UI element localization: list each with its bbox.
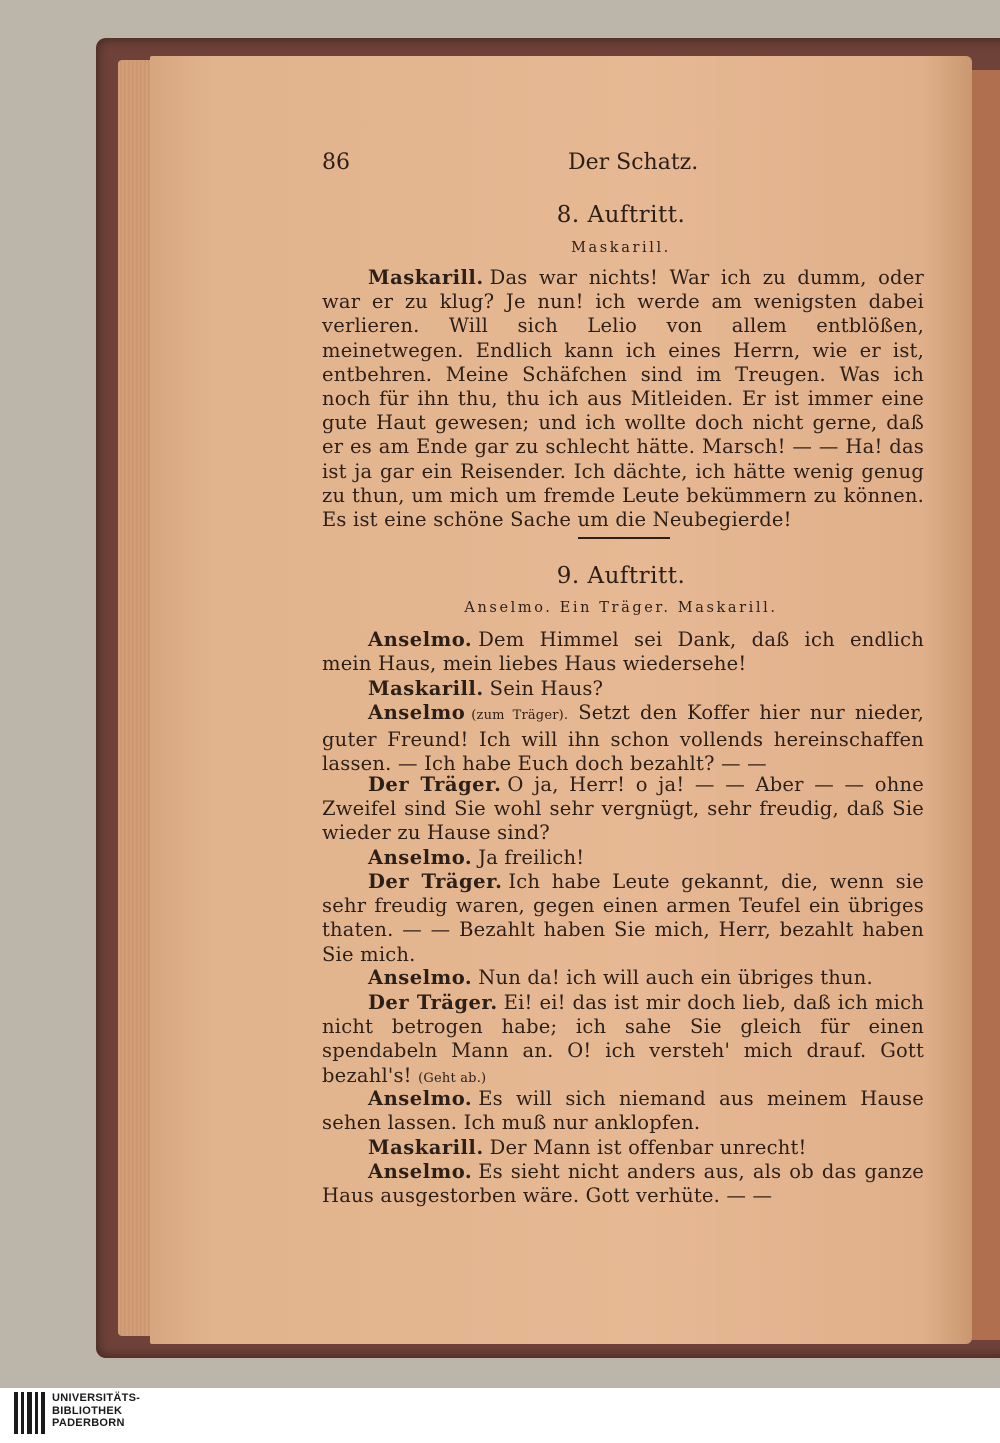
speaker-name: Anselmo. bbox=[368, 846, 473, 869]
running-title: Der Schatz. bbox=[568, 150, 699, 175]
dialogue-text: Sein Haus? bbox=[489, 677, 604, 700]
speaker-name: Maskarill. bbox=[368, 1136, 484, 1159]
dialogue-text: Setzt den Koffer hier nur nieder, guter Freund! Ich will ihn schon vollends hereinschaffen lassen. — Ich habe Euch doch bezahlt? — — bbox=[322, 701, 924, 776]
scene-heading: 9. Auftritt. bbox=[556, 563, 686, 589]
speaker-name: Der Träger. bbox=[368, 991, 498, 1014]
dialogue-line bbox=[322, 266, 924, 532]
dialogue-line bbox=[322, 846, 924, 870]
dialogue-line bbox=[322, 773, 924, 846]
dialogue-line bbox=[322, 991, 924, 1091]
running-head bbox=[322, 150, 922, 180]
dialogue-line bbox=[322, 1136, 924, 1160]
dialogue-line bbox=[322, 701, 924, 777]
speaker-name: Anselmo. bbox=[368, 1160, 473, 1183]
dialogue-line bbox=[322, 677, 924, 701]
dialogue-line bbox=[322, 628, 924, 676]
library-name-line: PADERBORN bbox=[52, 1417, 125, 1429]
dialogue-text: Der Mann ist offenbar unrecht! bbox=[489, 1136, 807, 1159]
library-name bbox=[52, 1392, 140, 1430]
speaker-name: Anselmo bbox=[368, 701, 466, 724]
library-name-line: BIBLIOTHEK bbox=[52, 1404, 123, 1417]
dialogue-text: O ja, Herr! o ja! — — Aber — — ohne Zweifel sind Sie wohl sehr vergnügt, sehr freudig, daß Sie wieder zu Hause sind? bbox=[322, 773, 924, 845]
dialogue-text: Es sieht nicht anders aus, als ob das ganze Haus ausgestorben wäre. Gott verhüte. — — bbox=[322, 1160, 924, 1208]
dialogue-line bbox=[322, 966, 924, 990]
stage-direction: (zum Träger). bbox=[471, 708, 569, 723]
library-name-line: UNIVERSITÄTS- bbox=[52, 1392, 141, 1404]
speaker-name: Anselmo. bbox=[368, 628, 473, 651]
speaker-name: Anselmo. bbox=[368, 1087, 473, 1110]
speaker-name: Anselmo. bbox=[368, 966, 473, 989]
dialogue-line bbox=[322, 870, 924, 967]
dialogue-text: Das war nichts! War ich zu dumm, oder war er zu klug? Je nun! ich werde am wenigsten dabei verlieren. Will sich Lelio von allem entblößen, meinetwegen. Endlich kann ich eines Herrn, wie er ist, entbehren. Meine Schäfchen sind im Treugen. Was ich noch für ihn thu, thu ich aus Mitleiden. Er ist immer eine gute Haut gewesen; und ich wollte doch nicht gerne, daß er es am Ende gar zu schlecht hätte. Marsch! — — Ha! das ist ja gar ein Reisender. Ich dächte, ich hätte wenig genug zu thun, um mich um fremde Leute bekümmern zu können. Es ist eine schöne Sache um die Neubegierde! bbox=[322, 266, 924, 532]
dialogue-line bbox=[322, 1160, 924, 1208]
speaker-name: Maskarill. bbox=[368, 266, 484, 289]
stage-direction: (Geht ab.) bbox=[418, 1070, 487, 1086]
dialogue-text: Ich habe Leute gekannt, die, wenn sie sehr freudig waren, gegen einen armen Teufel ein übriges thaten. — — Bezahlt haben Sie mich, Herr, bezahlt haben Sie mich. bbox=[322, 870, 924, 966]
cast-list: Anselmo. Ein Träger. Maskarill. bbox=[464, 600, 778, 616]
dialogue-text: Dem Himmel sei Dank, daß ich endlich mein Haus, mein liebes Haus wiedersehe! bbox=[322, 628, 924, 676]
section-divider bbox=[578, 537, 670, 539]
scene-heading: 8. Auftritt. bbox=[556, 202, 686, 228]
dialogue-text: Nun da! ich will auch ein übriges thun. bbox=[478, 966, 873, 989]
speaker-name: Maskarill. bbox=[368, 677, 484, 700]
speaker-name: Der Träger. bbox=[368, 773, 502, 796]
dialogue-line bbox=[322, 1087, 924, 1135]
page-number: 86 bbox=[322, 150, 350, 175]
speaker-name: Der Träger. bbox=[368, 870, 503, 893]
library-logo bbox=[14, 1392, 214, 1436]
cast-list: Maskarill. bbox=[571, 240, 671, 256]
dialogue-text: Ei! ei! das ist mir doch lieb, daß ich mich nicht betrogen habe; ich sahe Sie gleich für einen spendabeln Mann an. O! ich versteh' mich drauf. Gott bezahl's! bbox=[322, 991, 924, 1087]
dialogue-text: Es will sich niemand aus meinem Hause sehen lassen. Ich muß nur anklopfen. bbox=[322, 1087, 924, 1135]
dialogue-text: Ja freilich! bbox=[478, 846, 585, 869]
